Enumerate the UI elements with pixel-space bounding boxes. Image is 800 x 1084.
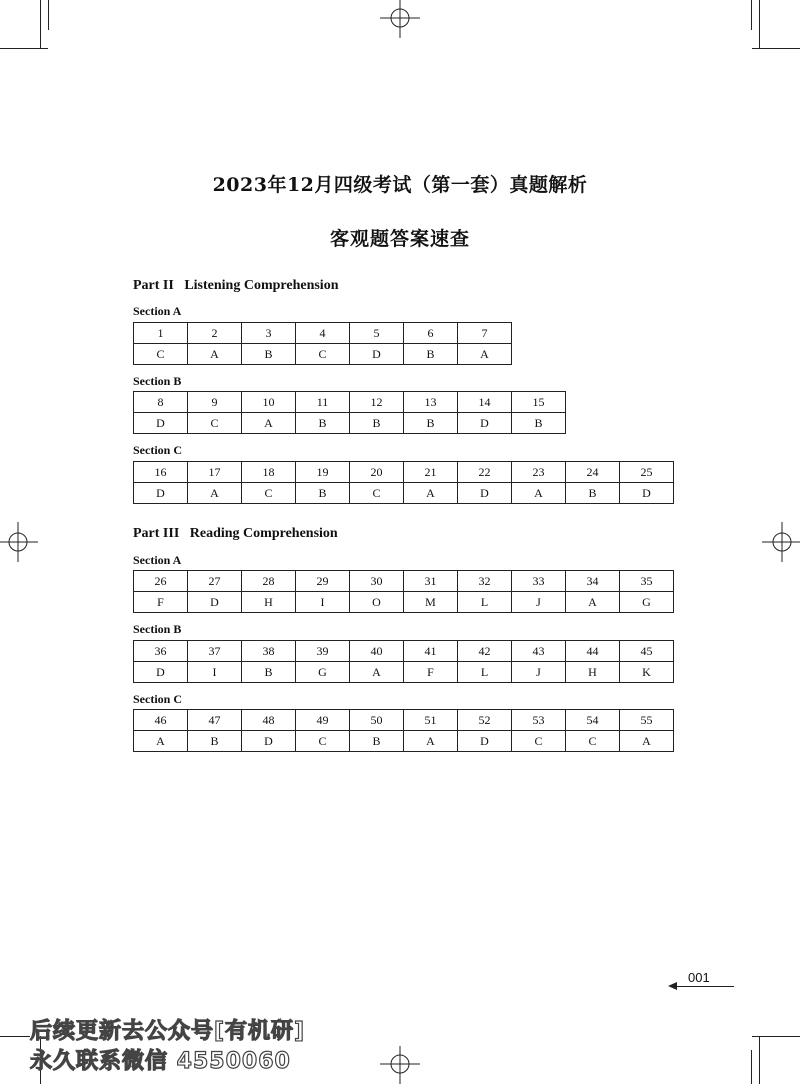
question-number-cell: 19 (296, 462, 350, 483)
crop-mark-tr-v (759, 0, 760, 48)
answer-cell: D (134, 483, 188, 504)
question-number-cell: 41 (404, 641, 458, 662)
question-number-cell: 22 (458, 462, 512, 483)
answer-cell: H (242, 592, 296, 613)
answer-cell: D (134, 662, 188, 683)
question-number-cell: 6 (404, 323, 458, 344)
question-number-row (134, 462, 674, 483)
page-title: 2023年12月四级考试（第一套）真题解析 (212, 174, 588, 196)
answer-cell: B (512, 413, 566, 434)
answer-table (133, 570, 674, 613)
question-number-cell: 51 (404, 710, 458, 731)
question-number-cell: 55 (620, 710, 674, 731)
answer-cell: D (242, 731, 296, 752)
crop-mark-br-h (752, 1036, 800, 1037)
question-number-cell: 1 (134, 323, 188, 344)
section-label: Section B (133, 374, 182, 388)
section-label: Section A (133, 553, 182, 567)
answer-cell: D (458, 413, 512, 434)
page-number-rule (676, 986, 734, 987)
answer-row (134, 731, 674, 752)
answer-cell: A (242, 413, 296, 434)
answer-cell: A (188, 483, 242, 504)
answer-cell: A (188, 344, 242, 365)
question-number-cell: 3 (242, 323, 296, 344)
question-number-cell: 11 (296, 392, 350, 413)
answer-cell: L (458, 592, 512, 613)
answer-cell: B (296, 483, 350, 504)
answer-cell: G (296, 662, 350, 683)
question-number-cell: 32 (458, 571, 512, 592)
answer-cell: B (566, 483, 620, 504)
answer-cell: B (296, 413, 350, 434)
question-number-cell: 48 (242, 710, 296, 731)
question-number-cell: 44 (566, 641, 620, 662)
question-number-cell: 26 (134, 571, 188, 592)
section-label: Section B (133, 622, 182, 636)
answer-cell: A (134, 731, 188, 752)
answer-cell: B (242, 662, 296, 683)
answer-cell: C (134, 344, 188, 365)
answer-cell: A (350, 662, 404, 683)
registration-mark-left-icon (0, 522, 40, 562)
question-number-cell: 28 (242, 571, 296, 592)
question-number-cell: 35 (620, 571, 674, 592)
answer-cell: K (620, 662, 674, 683)
question-number-cell: 8 (134, 392, 188, 413)
answer-row (134, 592, 674, 613)
answer-cell: I (296, 592, 350, 613)
answer-cell: D (350, 344, 404, 365)
answer-cell: A (512, 483, 566, 504)
crop-mark-tr-h (752, 48, 800, 49)
answer-cell: C (566, 731, 620, 752)
page-number: 001 (688, 970, 710, 985)
answer-row (134, 344, 512, 365)
answer-cell: D (458, 483, 512, 504)
answer-cell: C (296, 344, 350, 365)
question-number-cell: 43 (512, 641, 566, 662)
answer-cell: O (350, 592, 404, 613)
answer-table (133, 640, 674, 683)
question-number-cell: 5 (350, 323, 404, 344)
section-label: Section A (133, 304, 182, 318)
question-number-cell: 20 (350, 462, 404, 483)
answer-cell: C (188, 413, 242, 434)
answer-cell: B (188, 731, 242, 752)
answer-cell: D (134, 413, 188, 434)
question-number-cell: 46 (134, 710, 188, 731)
question-number-cell: 16 (134, 462, 188, 483)
crop-mark-bl-h (0, 1036, 30, 1037)
question-number-cell: 34 (566, 571, 620, 592)
question-number-cell: 15 (512, 392, 566, 413)
answer-cell: F (134, 592, 188, 613)
answer-cell: C (350, 483, 404, 504)
answer-cell: M (404, 592, 458, 613)
crop-mark-tr-v2 (751, 0, 752, 30)
question-number-cell: 53 (512, 710, 566, 731)
section-label: Section C (133, 692, 182, 706)
answer-cell: A (620, 731, 674, 752)
question-number-row (134, 710, 674, 731)
answer-row (134, 662, 674, 683)
answer-cell: J (512, 662, 566, 683)
question-number-cell: 9 (188, 392, 242, 413)
answer-cell: C (512, 731, 566, 752)
answer-row (134, 483, 674, 504)
answer-table (133, 709, 674, 752)
question-number-cell: 10 (242, 392, 296, 413)
crop-mark-tl-h (0, 48, 48, 49)
answer-table (133, 391, 566, 434)
question-number-cell: 47 (188, 710, 242, 731)
question-number-cell: 38 (242, 641, 296, 662)
question-number-cell: 33 (512, 571, 566, 592)
question-number-cell: 45 (620, 641, 674, 662)
answer-cell: I (188, 662, 242, 683)
crop-mark-tl-v2 (48, 0, 49, 30)
question-number-cell: 42 (458, 641, 512, 662)
answer-cell: A (404, 731, 458, 752)
question-number-row (134, 323, 512, 344)
question-number-cell: 27 (188, 571, 242, 592)
question-number-cell: 39 (296, 641, 350, 662)
answer-cell: A (458, 344, 512, 365)
question-number-cell: 37 (188, 641, 242, 662)
answer-cell: F (404, 662, 458, 683)
answer-cell: C (242, 483, 296, 504)
question-number-cell: 25 (620, 462, 674, 483)
answer-cell: D (188, 592, 242, 613)
question-number-cell: 49 (296, 710, 350, 731)
answer-cell: B (242, 344, 296, 365)
answer-cell: B (404, 413, 458, 434)
question-number-cell: 2 (188, 323, 242, 344)
crop-mark-br-v (759, 1036, 760, 1084)
registration-mark-bottom-icon (380, 1044, 420, 1084)
question-number-cell: 21 (404, 462, 458, 483)
part-title-reading: Part III Reading Comprehension (133, 526, 338, 541)
answer-cell: L (458, 662, 512, 683)
part-title-listening: Part II Listening Comprehension (133, 278, 339, 293)
registration-mark-top-icon (380, 0, 420, 40)
answer-cell: G (620, 592, 674, 613)
answer-cell: A (566, 592, 620, 613)
answer-cell: A (404, 483, 458, 504)
watermark-line-1: 后续更新去公众号[有机研] (30, 1019, 306, 1044)
section-label: Section C (133, 443, 182, 457)
question-number-cell: 23 (512, 462, 566, 483)
watermark-line-2: 永久联系微信 4550060 (30, 1049, 291, 1074)
question-number-row (134, 571, 674, 592)
question-number-cell: 54 (566, 710, 620, 731)
answer-cell: D (620, 483, 674, 504)
question-number-cell: 36 (134, 641, 188, 662)
question-number-cell: 14 (458, 392, 512, 413)
answer-cell: J (512, 592, 566, 613)
answer-table (133, 322, 512, 365)
answer-cell: D (458, 731, 512, 752)
question-number-cell: 29 (296, 571, 350, 592)
answer-cell: C (296, 731, 350, 752)
question-number-cell: 24 (566, 462, 620, 483)
crop-mark-br-v2 (751, 1050, 752, 1084)
answer-table (133, 461, 674, 504)
question-number-cell: 7 (458, 323, 512, 344)
answer-cell: B (350, 413, 404, 434)
answer-cell: B (404, 344, 458, 365)
question-number-cell: 18 (242, 462, 296, 483)
question-number-cell: 50 (350, 710, 404, 731)
question-number-cell: 13 (404, 392, 458, 413)
question-number-cell: 31 (404, 571, 458, 592)
registration-mark-right-icon (760, 522, 800, 562)
answer-cell: B (350, 731, 404, 752)
crop-mark-tl-v (40, 0, 41, 48)
question-number-row (134, 392, 566, 413)
question-number-cell: 17 (188, 462, 242, 483)
question-number-cell: 4 (296, 323, 350, 344)
question-number-row (134, 641, 674, 662)
question-number-cell: 30 (350, 571, 404, 592)
page-subtitle: 客观题答案速查 (329, 228, 470, 250)
question-number-cell: 12 (350, 392, 404, 413)
answer-row (134, 413, 566, 434)
question-number-cell: 40 (350, 641, 404, 662)
question-number-cell: 52 (458, 710, 512, 731)
answer-cell: H (566, 662, 620, 683)
